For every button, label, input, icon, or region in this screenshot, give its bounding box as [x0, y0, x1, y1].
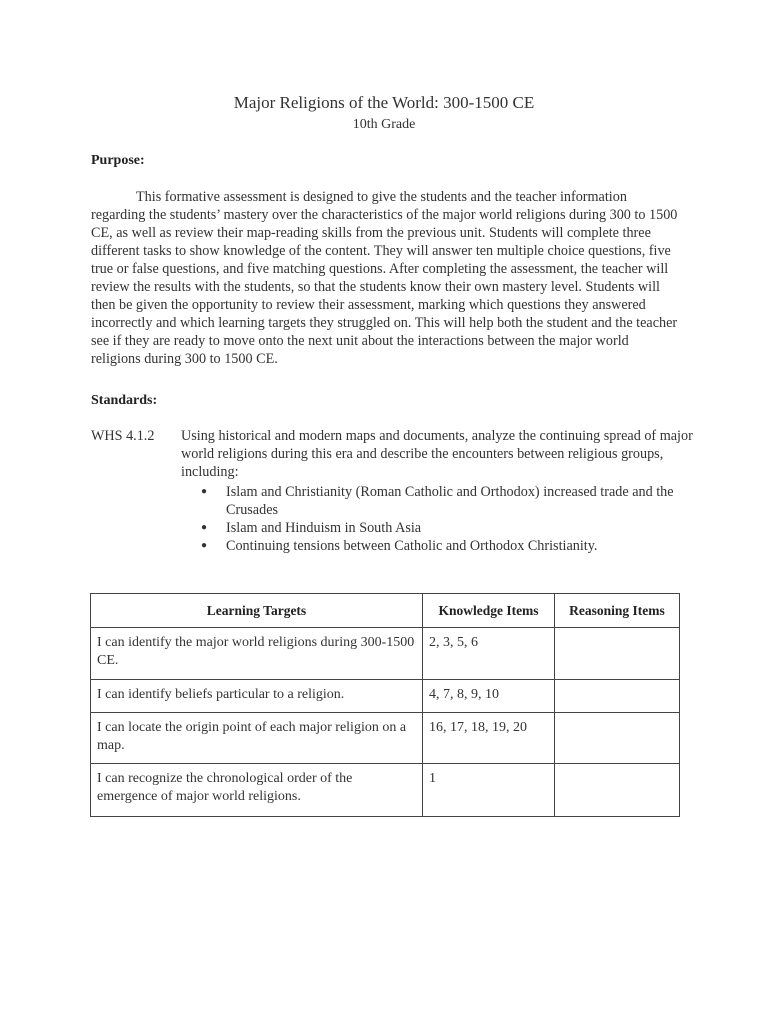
knowledge-items-cell — [423, 764, 555, 817]
header-knowledge-items: Knowledge Items — [423, 594, 555, 628]
bullet-text: Islam and Christianity (Roman Catholic and Orthodox) increased trade and the Crusades — [226, 484, 674, 518]
cell-text: I can recognize the chronological order of the emergence of major world religions. — [97, 771, 353, 804]
knowledge-items-cell — [423, 680, 555, 713]
cell-text — [555, 764, 679, 778]
cell-text: I can identify the major world religions during 300-1500 CE. — [97, 635, 415, 668]
learning-targets-table — [90, 593, 680, 817]
cell-text — [555, 628, 679, 642]
cell-text: 4, 7, 8, 9, 10 — [429, 687, 499, 702]
standard-code: WHS 4.1.2 — [91, 428, 155, 444]
bullet-icon: ● — [201, 540, 208, 551]
table-row — [91, 764, 680, 817]
bullet-text: Islam and Hinduism in South Asia — [226, 520, 422, 536]
standard-bullet-item — [181, 519, 681, 537]
reasoning-items-cell — [555, 764, 680, 817]
table-row — [91, 713, 680, 764]
bullet-text: Continuing tensions between Catholic and Orthodox Christianity. — [226, 538, 598, 554]
standard-bullet-list — [181, 483, 681, 555]
reasoning-items-cell — [555, 713, 680, 764]
knowledge-items-cell — [423, 628, 555, 680]
cell-text: 2, 3, 5, 6 — [429, 635, 478, 650]
document-title: Major Religions of the World: 300-1500 CE — [233, 93, 535, 112]
reasoning-items-cell — [555, 680, 680, 713]
table-header-row — [91, 594, 680, 628]
bullet-icon: ● — [201, 486, 208, 497]
learning-target-cell — [91, 680, 423, 713]
cell-text: I can locate the origin point of each major religion on a map. — [97, 720, 407, 753]
standards-heading: Standards: — [91, 393, 158, 408]
cell-text — [555, 680, 679, 694]
learning-target-cell — [91, 764, 423, 817]
purpose-paragraph: This formative assessment is designed to give the students and the teacher information regarding the students’ mastery over the characteristics of the major world religions during 300 to 1500 CE, as well as review their map-reading skills from the previous unit. Students will complete three different tasks to show knowledge of the content. They will answer ten multiple choice questions, five true or false questions, and five matching questions. After completing the assessment, the teacher will review the results with the students, so that the students know their own mastery level. Students will then be given the opportunity to review their assessment, marking which questions they answered incorrectly and which learning targets they struggled on. This will help both the student and the teacher see if they are ready to move onto the next unit about the interactions between the major world religions during 300 to 1500 CE. — [91, 189, 678, 367]
knowledge-items-cell — [423, 713, 555, 764]
reasoning-items-cell — [555, 628, 680, 680]
standard-bullet-item — [181, 483, 681, 519]
cell-text — [555, 713, 679, 727]
purpose-heading: Purpose: — [91, 153, 145, 168]
table-row — [91, 680, 680, 713]
cell-text: 16, 17, 18, 19, 20 — [429, 720, 527, 735]
cell-text: I can identify beliefs particular to a religion. — [97, 687, 345, 702]
header-learning-targets: Learning Targets — [91, 594, 423, 628]
table-row — [91, 628, 680, 680]
header-reasoning-items: Reasoning Items — [555, 594, 680, 628]
cell-text: 1 — [429, 771, 436, 786]
learning-target-cell — [91, 628, 423, 680]
standard-description: Using historical and modern maps and documents, analyze the continuing spread of major world religions during this era and describe the encounters between religious groups, including: — [181, 428, 693, 480]
learning-target-cell — [91, 713, 423, 764]
standard-bullet-item — [181, 537, 681, 555]
bullet-icon: ● — [201, 522, 208, 533]
grade-level: 10th Grade — [352, 117, 416, 132]
